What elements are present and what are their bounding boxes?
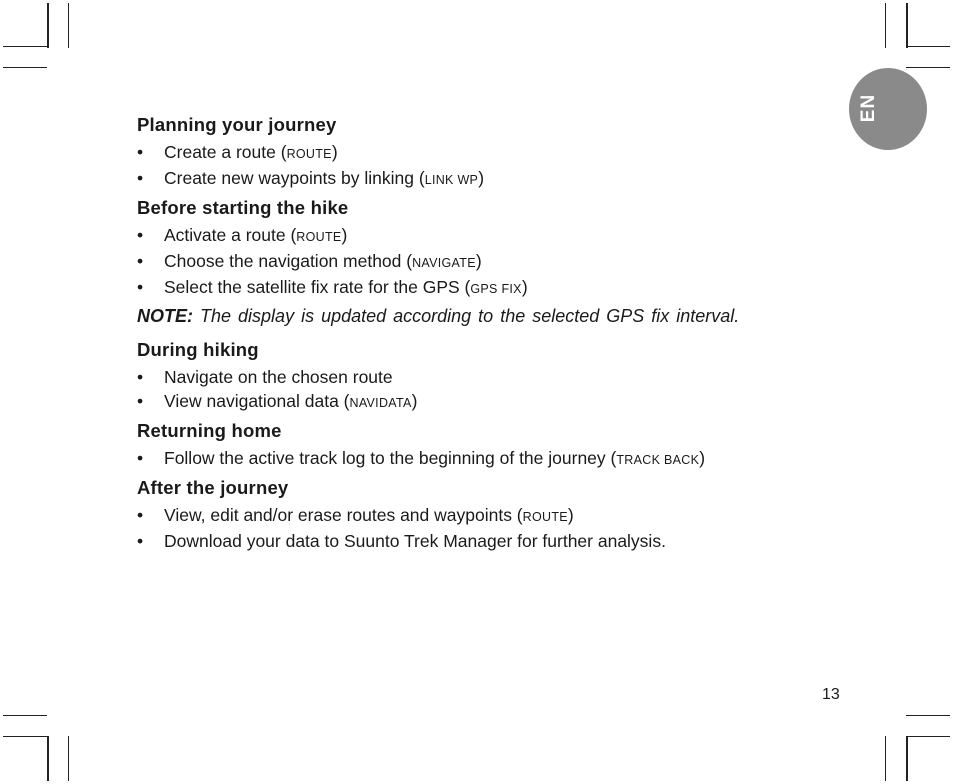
page-content — [137, 113, 837, 553]
list-after-journey — [137, 503, 837, 553]
crop-mark — [906, 3, 908, 48]
menu-keyword: ROUTE — [286, 147, 332, 161]
section-heading-returning-home: Returning home — [137, 420, 282, 441]
menu-keyword: NAVIGATE — [412, 256, 476, 270]
language-tab-label: EN — [858, 93, 879, 123]
crop-mark — [3, 736, 49, 737]
list-item: • Create new waypoints by linking (LINK WP) — [137, 166, 837, 192]
note — [137, 304, 837, 328]
list-item: • Create a route (ROUTE) — [137, 140, 837, 166]
list-during-hiking — [137, 365, 837, 415]
crop-mark — [3, 67, 47, 68]
list-item: • View navigational data (NAVIDATA) — [137, 389, 837, 415]
note-text: The display is updated according to the selected GPS fix interval. — [200, 306, 740, 326]
list-item: • View, edit and/or erase routes and waypoints (ROUTE) — [137, 503, 837, 529]
section-heading-planning: Planning your journey — [137, 114, 337, 135]
section-heading-after-journey: After the journey — [137, 477, 289, 498]
crop-mark — [68, 736, 69, 781]
menu-keyword: ROUTE — [296, 230, 342, 244]
menu-keyword: ROUTE — [522, 510, 568, 524]
crop-mark — [3, 715, 47, 716]
page-number: 13 — [822, 686, 840, 703]
list-item: • Choose the navigation method (NAVIGATE) — [137, 249, 837, 275]
crop-mark — [885, 3, 886, 48]
crop-mark — [906, 736, 908, 781]
crop-mark — [3, 46, 49, 47]
section-heading-before-hike: Before starting the hike — [137, 197, 349, 218]
menu-keyword: LINK WP — [424, 173, 479, 187]
crop-mark — [47, 736, 49, 781]
crop-mark — [906, 715, 950, 716]
crop-mark — [906, 736, 950, 737]
list-item: • Select the satellite fix rate for the GPS (GPS FIX) — [137, 275, 837, 301]
list-planning — [137, 140, 837, 192]
list-returning-home — [137, 446, 837, 472]
crop-mark — [885, 736, 886, 781]
list-item: • Navigate on the chosen route — [137, 365, 837, 389]
crop-mark — [68, 3, 69, 48]
crop-mark — [47, 3, 49, 48]
list-before-hike — [137, 223, 837, 301]
list-item: • Activate a route (ROUTE) — [137, 223, 837, 249]
crop-mark — [906, 67, 950, 68]
section-heading-during-hiking: During hiking — [137, 339, 259, 360]
language-tab — [849, 68, 927, 150]
list-item: • Follow the active track log to the beginning of the journey (TRACK BACK) — [137, 446, 837, 472]
menu-keyword: TRACK BACK — [616, 453, 700, 467]
crop-mark — [906, 46, 950, 47]
menu-keyword: GPS FIX — [470, 282, 522, 296]
menu-keyword: NAVIDATA — [349, 396, 412, 410]
note-label: NOTE: — [137, 306, 193, 326]
list-item: • Download your data to Suunto Trek Manager for further analysis. — [137, 529, 837, 553]
